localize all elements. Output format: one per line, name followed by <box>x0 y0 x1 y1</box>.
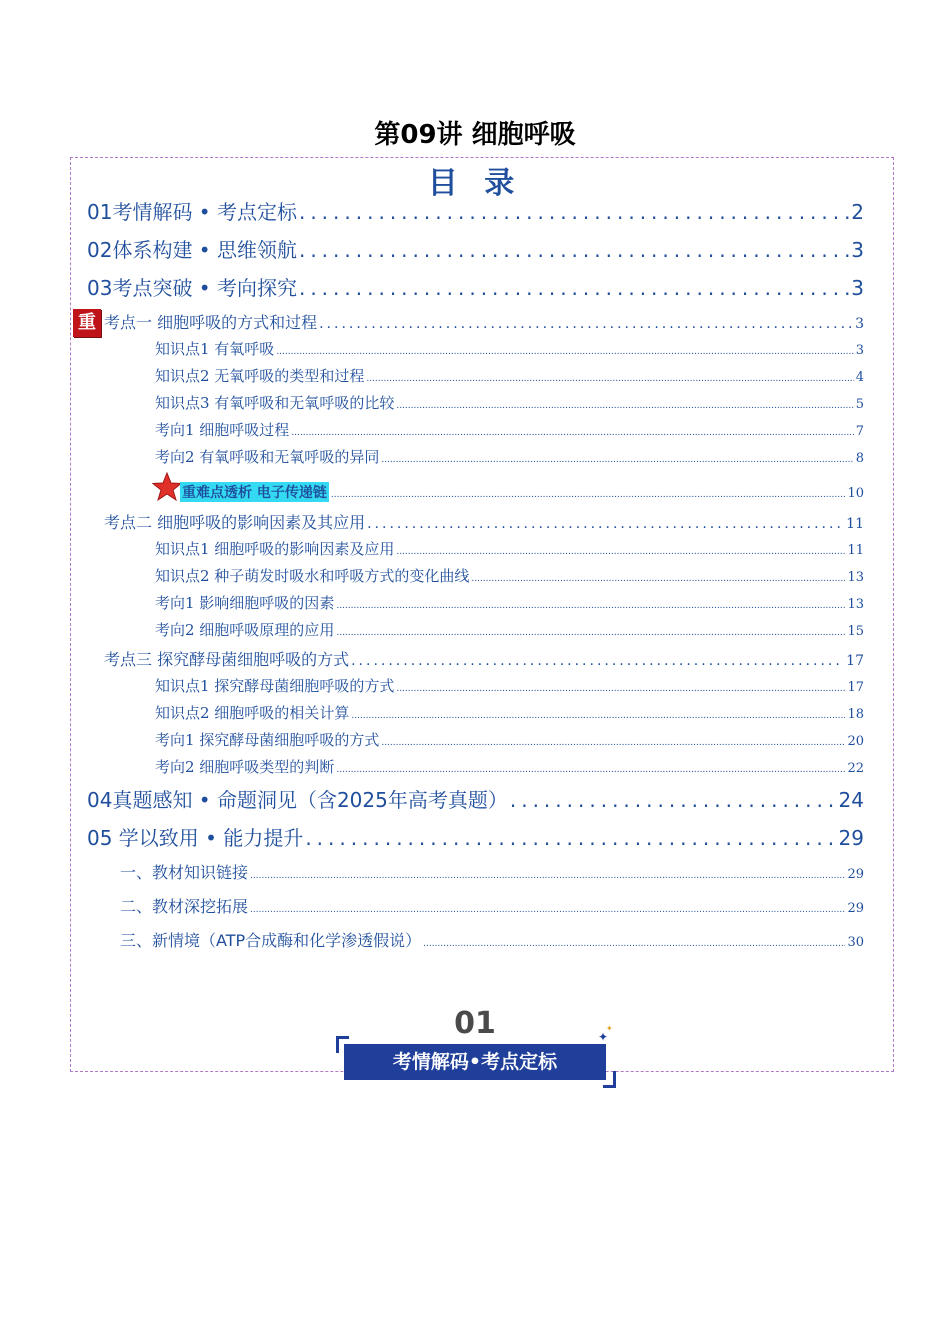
toc-entry-label: 知识点2 种子萌发时吸水和呼吸方式的变化曲线 <box>155 567 470 585</box>
toc-entry-k2-item[interactable] <box>155 538 864 559</box>
toc-entry-k1-item[interactable] <box>155 446 864 467</box>
toc-page-number: 18 <box>847 707 864 722</box>
toc-entry-label: 二、教材深挖拓展 <box>120 897 249 916</box>
toc-entry-highlight[interactable] <box>180 482 864 502</box>
toc-leader-dots <box>299 200 849 224</box>
toc-entry-label: 05 学以致用 • 能力提升 <box>87 826 304 850</box>
toc-page-number: 13 <box>847 570 864 585</box>
toc-leader-dots <box>351 653 844 669</box>
toc-entry-k1-item[interactable] <box>155 392 864 413</box>
toc-page-number: 29 <box>847 867 864 882</box>
toc-leader-dots <box>396 401 853 411</box>
toc-entry-label: 一、教材知识链接 <box>120 863 249 882</box>
toc-entry-kaodian1[interactable] <box>104 310 864 333</box>
toc-leader-dots <box>510 788 837 812</box>
toc-page-number: 2 <box>851 200 864 224</box>
toc-page-number: 11 <box>847 543 864 558</box>
toc-entry-k1-item[interactable] <box>155 419 864 440</box>
toc-leader-dots <box>276 347 853 357</box>
toc-entry-kaodian3[interactable] <box>104 647 864 670</box>
toc-leader-dots <box>423 939 845 949</box>
toc-entry-k1-item[interactable] <box>155 338 864 359</box>
toc-entry-label: 03考点突破 • 考向探究 <box>87 276 297 300</box>
toc-leader-dots <box>367 516 844 532</box>
toc-leader-dots <box>336 765 845 775</box>
toc-entry-02[interactable] <box>87 234 864 263</box>
highlight-label: 重难点透析 电子传递链 <box>180 482 329 502</box>
toc-entry-k2-item[interactable] <box>155 592 864 613</box>
toc-page-number: 8 <box>855 451 864 466</box>
section-banner-label: 考情解码•考点定标 <box>344 1044 606 1080</box>
toc-page-number: 17 <box>846 653 864 669</box>
toc-leader-dots <box>396 547 845 557</box>
toc-entry-05-sub[interactable] <box>120 928 864 951</box>
toc-leader-dots <box>305 826 836 850</box>
toc-leader-dots <box>299 276 849 300</box>
toc-page-number: 3 <box>851 276 864 300</box>
toc-entry-k1-item[interactable] <box>155 365 864 386</box>
toc-entry-label: 考向2 有氧呼吸和无氧呼吸的异同 <box>155 448 380 466</box>
toc-entry-k2-item[interactable] <box>155 565 864 586</box>
toc-entry-label: 考向1 探究酵母菌细胞呼吸的方式 <box>155 731 380 749</box>
toc-entry-label: 考点三 探究酵母菌细胞呼吸的方式 <box>104 650 350 669</box>
toc-leader-dots <box>331 490 846 500</box>
toc-entry-label: 知识点3 有氧呼吸和无氧呼吸的比较 <box>155 394 395 412</box>
toc-page-number: 20 <box>847 734 864 749</box>
toc-leader-dots <box>299 238 849 262</box>
star-icon <box>152 472 182 502</box>
toc-page-number: 11 <box>846 516 864 532</box>
toc-entry-label: 考向1 细胞呼吸过程 <box>155 421 290 439</box>
toc-page-number: 24 <box>838 788 864 812</box>
toc-entry-05[interactable] <box>87 822 864 851</box>
toc-page-number: 3 <box>851 238 864 262</box>
toc-leader-dots <box>396 684 845 694</box>
toc-entry-04[interactable] <box>87 784 864 813</box>
toc-page-number: 5 <box>855 397 864 412</box>
toc-entry-label: 04真题感知 • 命题洞见（含2025年高考真题） <box>87 788 508 812</box>
toc-page-number: 3 <box>855 343 864 358</box>
toc-leader-dots <box>250 871 845 881</box>
toc-entry-label: 考向1 影响细胞呼吸的因素 <box>155 594 335 612</box>
toc-entry-kaodian2[interactable] <box>104 510 864 533</box>
toc-page-number: 30 <box>847 935 864 950</box>
toc-entry-label: 知识点1 有氧呼吸 <box>155 340 275 358</box>
toc-entry-label: 知识点1 探究酵母菌细胞呼吸的方式 <box>155 677 395 695</box>
toc-page-number: 4 <box>855 370 864 385</box>
toc-leader-dots <box>291 428 853 438</box>
toc-page-number: 17 <box>847 680 864 695</box>
document-title: 第09讲 细胞呼吸 <box>374 120 576 150</box>
toc-entry-k3-item[interactable] <box>155 729 864 750</box>
toc-entry-label: 考向2 细胞呼吸类型的判断 <box>155 758 335 776</box>
toc-leader-dots <box>471 574 845 584</box>
toc-entry-label: 考向2 细胞呼吸原理的应用 <box>155 621 335 639</box>
toc-entry-label: 01考情解码 • 考点定标 <box>87 200 297 224</box>
toc-leader-dots <box>336 601 845 611</box>
section-number: 01 <box>454 1006 496 1041</box>
toc-leader-dots <box>381 738 845 748</box>
toc-page-number: 15 <box>847 624 864 639</box>
toc-entry-label: 知识点1 细胞呼吸的影响因素及应用 <box>155 540 395 558</box>
toc-page-number: 22 <box>847 761 864 776</box>
toc-entry-label: 三、新情境（ATP合成酶和化学渗透假说） <box>120 931 422 950</box>
toc-entry-k3-item[interactable] <box>155 675 864 696</box>
toc-page-number: 3 <box>855 316 864 332</box>
toc-page-number: 7 <box>855 424 864 439</box>
sparkle-icon: ✦ <box>606 1024 613 1033</box>
toc-heading: 目 录 <box>427 166 523 201</box>
toc-entry-label: 考点一 细胞呼吸的方式和过程 <box>104 313 318 332</box>
toc-page-number: 29 <box>838 826 864 850</box>
section-banner <box>336 1024 616 1088</box>
toc-entry-01[interactable] <box>87 196 864 225</box>
toc-leader-dots <box>319 316 853 332</box>
toc-entry-k3-item[interactable] <box>155 702 864 723</box>
toc-entry-label: 知识点2 细胞呼吸的相关计算 <box>155 704 350 722</box>
toc-entry-05-sub[interactable] <box>120 860 864 883</box>
toc-page-number: 10 <box>847 486 864 501</box>
toc-leader-dots <box>366 374 853 384</box>
toc-leader-dots <box>381 455 853 465</box>
toc-leader-dots <box>250 905 845 915</box>
toc-leader-dots <box>351 711 845 721</box>
toc-leader-dots <box>336 628 845 638</box>
toc-entry-05-sub[interactable] <box>120 894 864 917</box>
toc-page-number: 29 <box>847 901 864 916</box>
toc-entry-k3-item[interactable] <box>155 756 864 777</box>
toc-entry-label: 02体系构建 • 思维领航 <box>87 238 297 262</box>
toc-page-number: 13 <box>847 597 864 612</box>
toc-entry-03[interactable] <box>87 272 864 301</box>
key-point-badge: 重 <box>73 309 101 337</box>
toc-entry-k2-item[interactable] <box>155 619 864 640</box>
toc-entry-label: 知识点2 无氧呼吸的类型和过程 <box>155 367 365 385</box>
sparkle-icon: ✦ <box>598 1030 609 1044</box>
toc-entry-label: 考点二 细胞呼吸的影响因素及其应用 <box>104 513 366 532</box>
